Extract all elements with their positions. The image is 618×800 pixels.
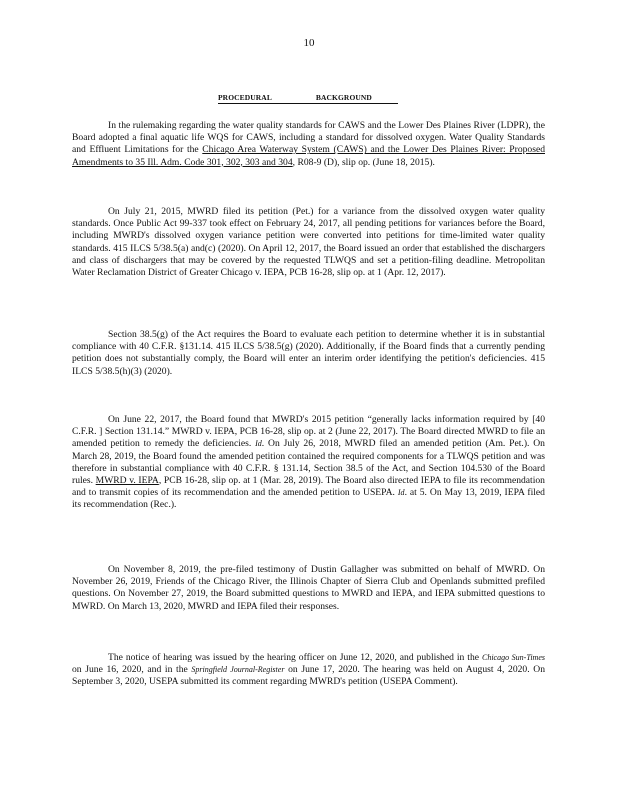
citation-mwrd-v-iepa: MWRD v. IEPA [95,475,159,487]
paragraph-section-38-5: Section 38.5(g) of the Act requires the Board to evaluate each petition to determine whether it is in substantial compliance with 40 C.F.R. §131.14. 415 ILCS 5/38.5(g) (2020). Additionally, if the Board finds that a currently pending petition does not substantially comply, the Board will enter an interim order identifying the petition's deficiencies. 415 ILCS 5/38.5(h)(3) (2020). [72,329,545,377]
paragraph-text: . On July 26, 2018, MWRD filed an amended petition (Am. Pet.). On March 28, 2019, the Board found the amended petition contained the required components for a TLWQS petition and was therefore in substantial compliance with 40 C.F.R. § 131.14, Section 38.5 of the Act, and Section 104.530 of the Board rules. [72,438,545,487]
newspaper-name: Chicago Sun-Times [481,653,545,662]
paragraph-text: The notice of hearing was issued by the hearing officer on June 12, 2020, and published in the [108,652,482,663]
page-number: 10 [303,37,315,49]
paragraph-text: In the rulemaking regarding the water quality standards for CAWS and the Lower Des Plaines River (LDPR), the Board adopted a final aquatic life WQS for CAWS, including a standard for dissolved oxygen. Water Quality Standards and Effluent Limitations for the [72,120,545,156]
paragraph-text: , R08-9 (D), slip op. (June 18, 2015). [292,156,435,168]
paragraph-board-findings [72,414,545,512]
citation-id: Id [397,488,405,498]
paragraph-rulemaking [72,120,545,169]
newspaper-name: Springfield Journal-Register [191,665,285,675]
paragraph-text: On June 22, 2017, the Board found that MWRD's 2015 petition “generally lacks information required by [40 C.F.R. ] Section 131.14.” MWRD v. IEPA, PCB 16-28, slip op. at 2 (June 22, 2017). The Board directed MWRD to file an amended petition to remedy the deficiencies. [72,414,545,450]
paragraph-text: . at 5. On May 13, 2019, IEPA filed its recommendation (Rec.). [72,487,545,511]
paragraph-mwrd-petition: On July 21, 2015, MWRD filed its petition (Pet.) for a variance from the dissolved oxygen water quality standards. Once Public Act 99-337 took effect on February 24, 2017, all pending petitions for variances before the Board, including MWRD's dissolved oxygen variance petition were converted into petitions for time-limited water quality standards. 415 ILCS 5/38.5(a) and(c) (2020). On April 12, 2017, the Board issued an order that established the dischargers and class of dischargers that may be covered by the requested TLWQS and set a petition-filing deadline. Metropolitan Water Reclamation District of Greater Chicago v. IEPA, PCB 16-28, slip op. at 1 (Apr. 12, 2017). [72,206,545,279]
paragraph-text: on June 17, 2020. The hearing was held on August 4, 2020. On September 3, 2020, USEPA submitted its comment regarding MWRD's petition (USEPA Comment). [72,664,545,688]
citation-caws-rulemaking: Chicago Area Waterway System (CAWS) and the Lower Des Plaines River: Proposed Amendments to 35 Ill. Adm. Code 301, 302, 303 and 304 [72,144,545,168]
citation-id: Id [255,439,262,449]
paragraph-text: , PCB 16-28, slip op. at 1 (Mar. 28, 2019). The Board also directed IEPA to file its recommendation and to transmit copies of its recommendation and the amended petition to USEPA. [72,475,545,499]
section-heading-part2: BACKGROUND [315,93,372,102]
section-heading [218,93,398,104]
paragraph-hearing-notice [72,652,545,689]
paragraph-testimony: On November 8, 2019, the pre-filed testimony of Dustin Gallagher was submitted on behalf of MWRD. On November 26, 2019, Friends of the Chicago River, the Illinois Chapter of Sierra Club and Openlands submitted prefiled questions. On November 27, 2019, the Board submitted questions to MWRD and IEPA, and IEPA submitted questions to MWRD. On March 13, 2020, MWRD and IEPA filed their responses. [72,564,545,612]
section-heading-part1: PROCEDURAL [218,93,272,102]
paragraph-text: on June 16, 2020, and in the [72,664,192,676]
